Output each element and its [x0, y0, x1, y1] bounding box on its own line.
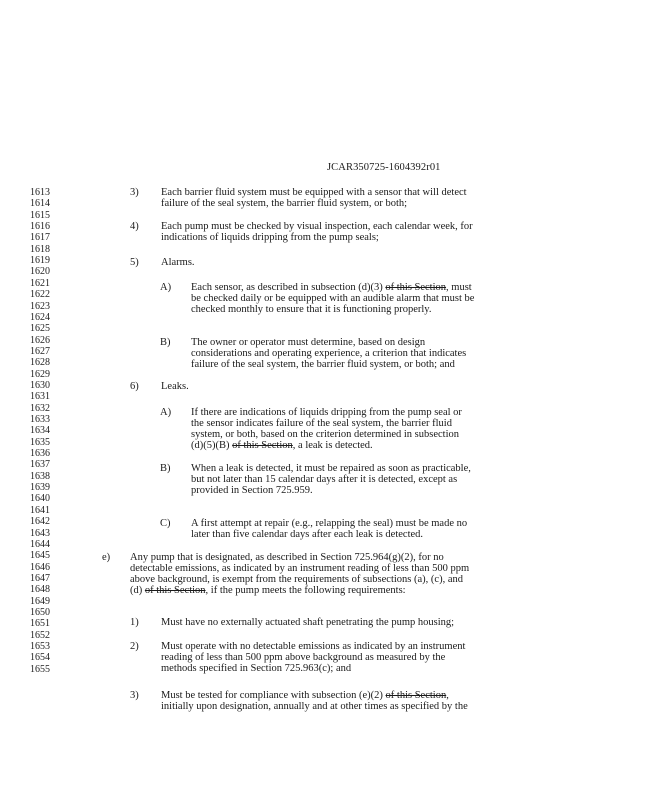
item-6B-line-3: provided in Section 725.959. — [191, 485, 313, 496]
line-number: 1646 — [30, 561, 50, 573]
line-number: 1636 — [30, 448, 50, 460]
struck-text: of this Section — [385, 282, 447, 293]
line-number: 1641 — [30, 504, 50, 516]
line-number: 1623 — [30, 300, 50, 312]
line-number: 1617 — [30, 232, 50, 244]
line-number: 1640 — [30, 493, 50, 505]
line-number: 1651 — [30, 618, 50, 630]
line-number: 1642 — [30, 516, 50, 528]
item-5A-line-2: be checked daily or be equipped with an audible alarm that must be — [191, 293, 475, 304]
item-label-5A: A) — [160, 282, 172, 293]
item-6C-line-2: later than five calendar days after each leak is detected. — [191, 529, 424, 540]
document-code-header: JCAR350725-1604392r01 — [327, 162, 441, 173]
item-e3-line-1: Must be tested for compliance with subsection (e)(2) of this Section, — [161, 690, 449, 701]
item-5-heading: Alarms. — [161, 257, 195, 268]
item-label-3: 3) — [130, 187, 139, 198]
item-e2-line-3: methods specified in Section 725.963(c); and — [161, 663, 352, 674]
item-label-e: e) — [102, 552, 111, 563]
line-number: 1629 — [30, 368, 50, 380]
line-number: 1630 — [30, 379, 50, 391]
item-e3-line-2: initially upon designation, annually and at other times as specified by the — [161, 701, 468, 712]
item-6B-line-1: When a leak is detected, it must be repaired as soon as practicable, — [191, 463, 471, 474]
item-6B-line-2: but not later than 15 calendar days after it is detected, except as — [191, 474, 458, 485]
line-number: 1645 — [30, 550, 50, 562]
line-number: 1616 — [30, 221, 50, 233]
item-label-4: 4) — [130, 221, 139, 232]
item-label-e1: 1) — [130, 617, 139, 628]
item-label-6A: A) — [160, 407, 172, 418]
line-number: 1619 — [30, 255, 50, 267]
line-number: 1652 — [30, 629, 50, 641]
line-number: 1647 — [30, 572, 50, 584]
item-3-line-2: failure of the seal system, the barrier fluid system, or both; — [161, 198, 408, 209]
item-3-line-1: Each barrier fluid system must be equipped with a sensor that will detect — [161, 187, 467, 198]
line-number: 1627 — [30, 345, 50, 357]
item-5A-line-3: checked monthly to ensure that it is functioning properly. — [191, 304, 432, 315]
item-label-6B: B) — [160, 463, 171, 474]
item-label-e2: 2) — [130, 641, 139, 652]
line-number: 1634 — [30, 425, 50, 437]
item-e1-line-1: Must have no externally actuated shaft penetrating the pump housing; — [161, 617, 455, 628]
line-number: 1622 — [30, 289, 50, 301]
item-label-e3: 3) — [130, 690, 139, 701]
item-4-line-2: indications of liquids dripping from the pump seals; — [161, 232, 379, 243]
line-number: 1637 — [30, 459, 50, 471]
item-6-heading: Leaks. — [161, 381, 189, 392]
line-number: 1624 — [30, 311, 50, 323]
line-number: 1632 — [30, 402, 50, 414]
item-6A-line-2: the sensor indicates failure of the seal system, the barrier fluid — [191, 418, 452, 429]
item-e-line-2: detectable emissions, as indicated by an instrument reading of less than 500 ppm — [130, 563, 470, 574]
line-number: 1638 — [30, 470, 50, 482]
item-label-5B: B) — [160, 337, 171, 348]
item-6A-line-4: (d)(5)(B) of this Section, a leak is detected. — [191, 440, 373, 451]
struck-text: of this Section — [385, 690, 447, 701]
item-e-line-3: above background, is exempt from the requirements of subsections (a), (c), and — [130, 574, 463, 585]
item-5B-line-3: failure of the seal system, the barrier fluid system, or both; and — [191, 359, 455, 370]
line-number: 1655 — [30, 663, 50, 675]
line-number: 1618 — [30, 243, 50, 255]
item-e2-line-1: Must operate with no detectable emissions as indicated by an instrument — [161, 641, 466, 652]
line-number: 1631 — [30, 391, 50, 403]
item-label-6: 6) — [130, 381, 139, 392]
line-number: 1643 — [30, 527, 50, 539]
line-number: 1621 — [30, 277, 50, 289]
item-6A-line-1: If there are indications of liquids dripping from the pump seal or — [191, 407, 462, 418]
line-number: 1644 — [30, 538, 50, 550]
line-number: 1650 — [30, 607, 50, 618]
item-label-6C: C) — [160, 518, 171, 529]
line-number: 1649 — [30, 595, 50, 607]
line-number: 1625 — [30, 323, 50, 335]
line-number: 1639 — [30, 482, 50, 494]
item-5A-line-1: Each sensor, as described in subsection (d)(3) of this Section, must — [191, 282, 472, 293]
item-label-5: 5) — [130, 257, 139, 268]
line-number: 1648 — [30, 584, 50, 596]
line-number: 1620 — [30, 266, 50, 278]
line-number: 1626 — [30, 334, 50, 346]
line-number: 1635 — [30, 436, 50, 448]
line-number: 1628 — [30, 357, 50, 369]
line-number: 1654 — [30, 652, 50, 664]
item-6A-line-3: system, or both, based on the criterion determined in subsection — [191, 429, 459, 440]
item-e-line-4: (d) of this Section, if the pump meets the following requirements: — [130, 585, 406, 596]
item-5B-line-1: The owner or operator must determine, based on design — [191, 337, 426, 348]
item-6C-line-1: A first attempt at repair (e.g., relapping the seal) must be made no — [191, 518, 468, 529]
item-4-line-1: Each pump must be checked by visual inspection, each calendar week, for — [161, 221, 473, 232]
struck-text: of this Section — [144, 585, 206, 596]
struck-text: of this Section — [232, 440, 293, 451]
item-e2-line-2: reading of less than 500 ppm above background as measured by the — [161, 652, 446, 663]
line-number: 1653 — [30, 641, 50, 652]
line-number: 1613 — [30, 187, 50, 198]
line-number: 1614 — [30, 198, 50, 210]
item-e-line-1: Any pump that is designated, as described in Section 725.964(g)(2), for no — [130, 552, 444, 563]
item-5B-line-2: considerations and operating experience, a criterion that indicates — [191, 348, 467, 359]
line-number: 1615 — [30, 209, 50, 221]
line-number: 1633 — [30, 414, 50, 425]
